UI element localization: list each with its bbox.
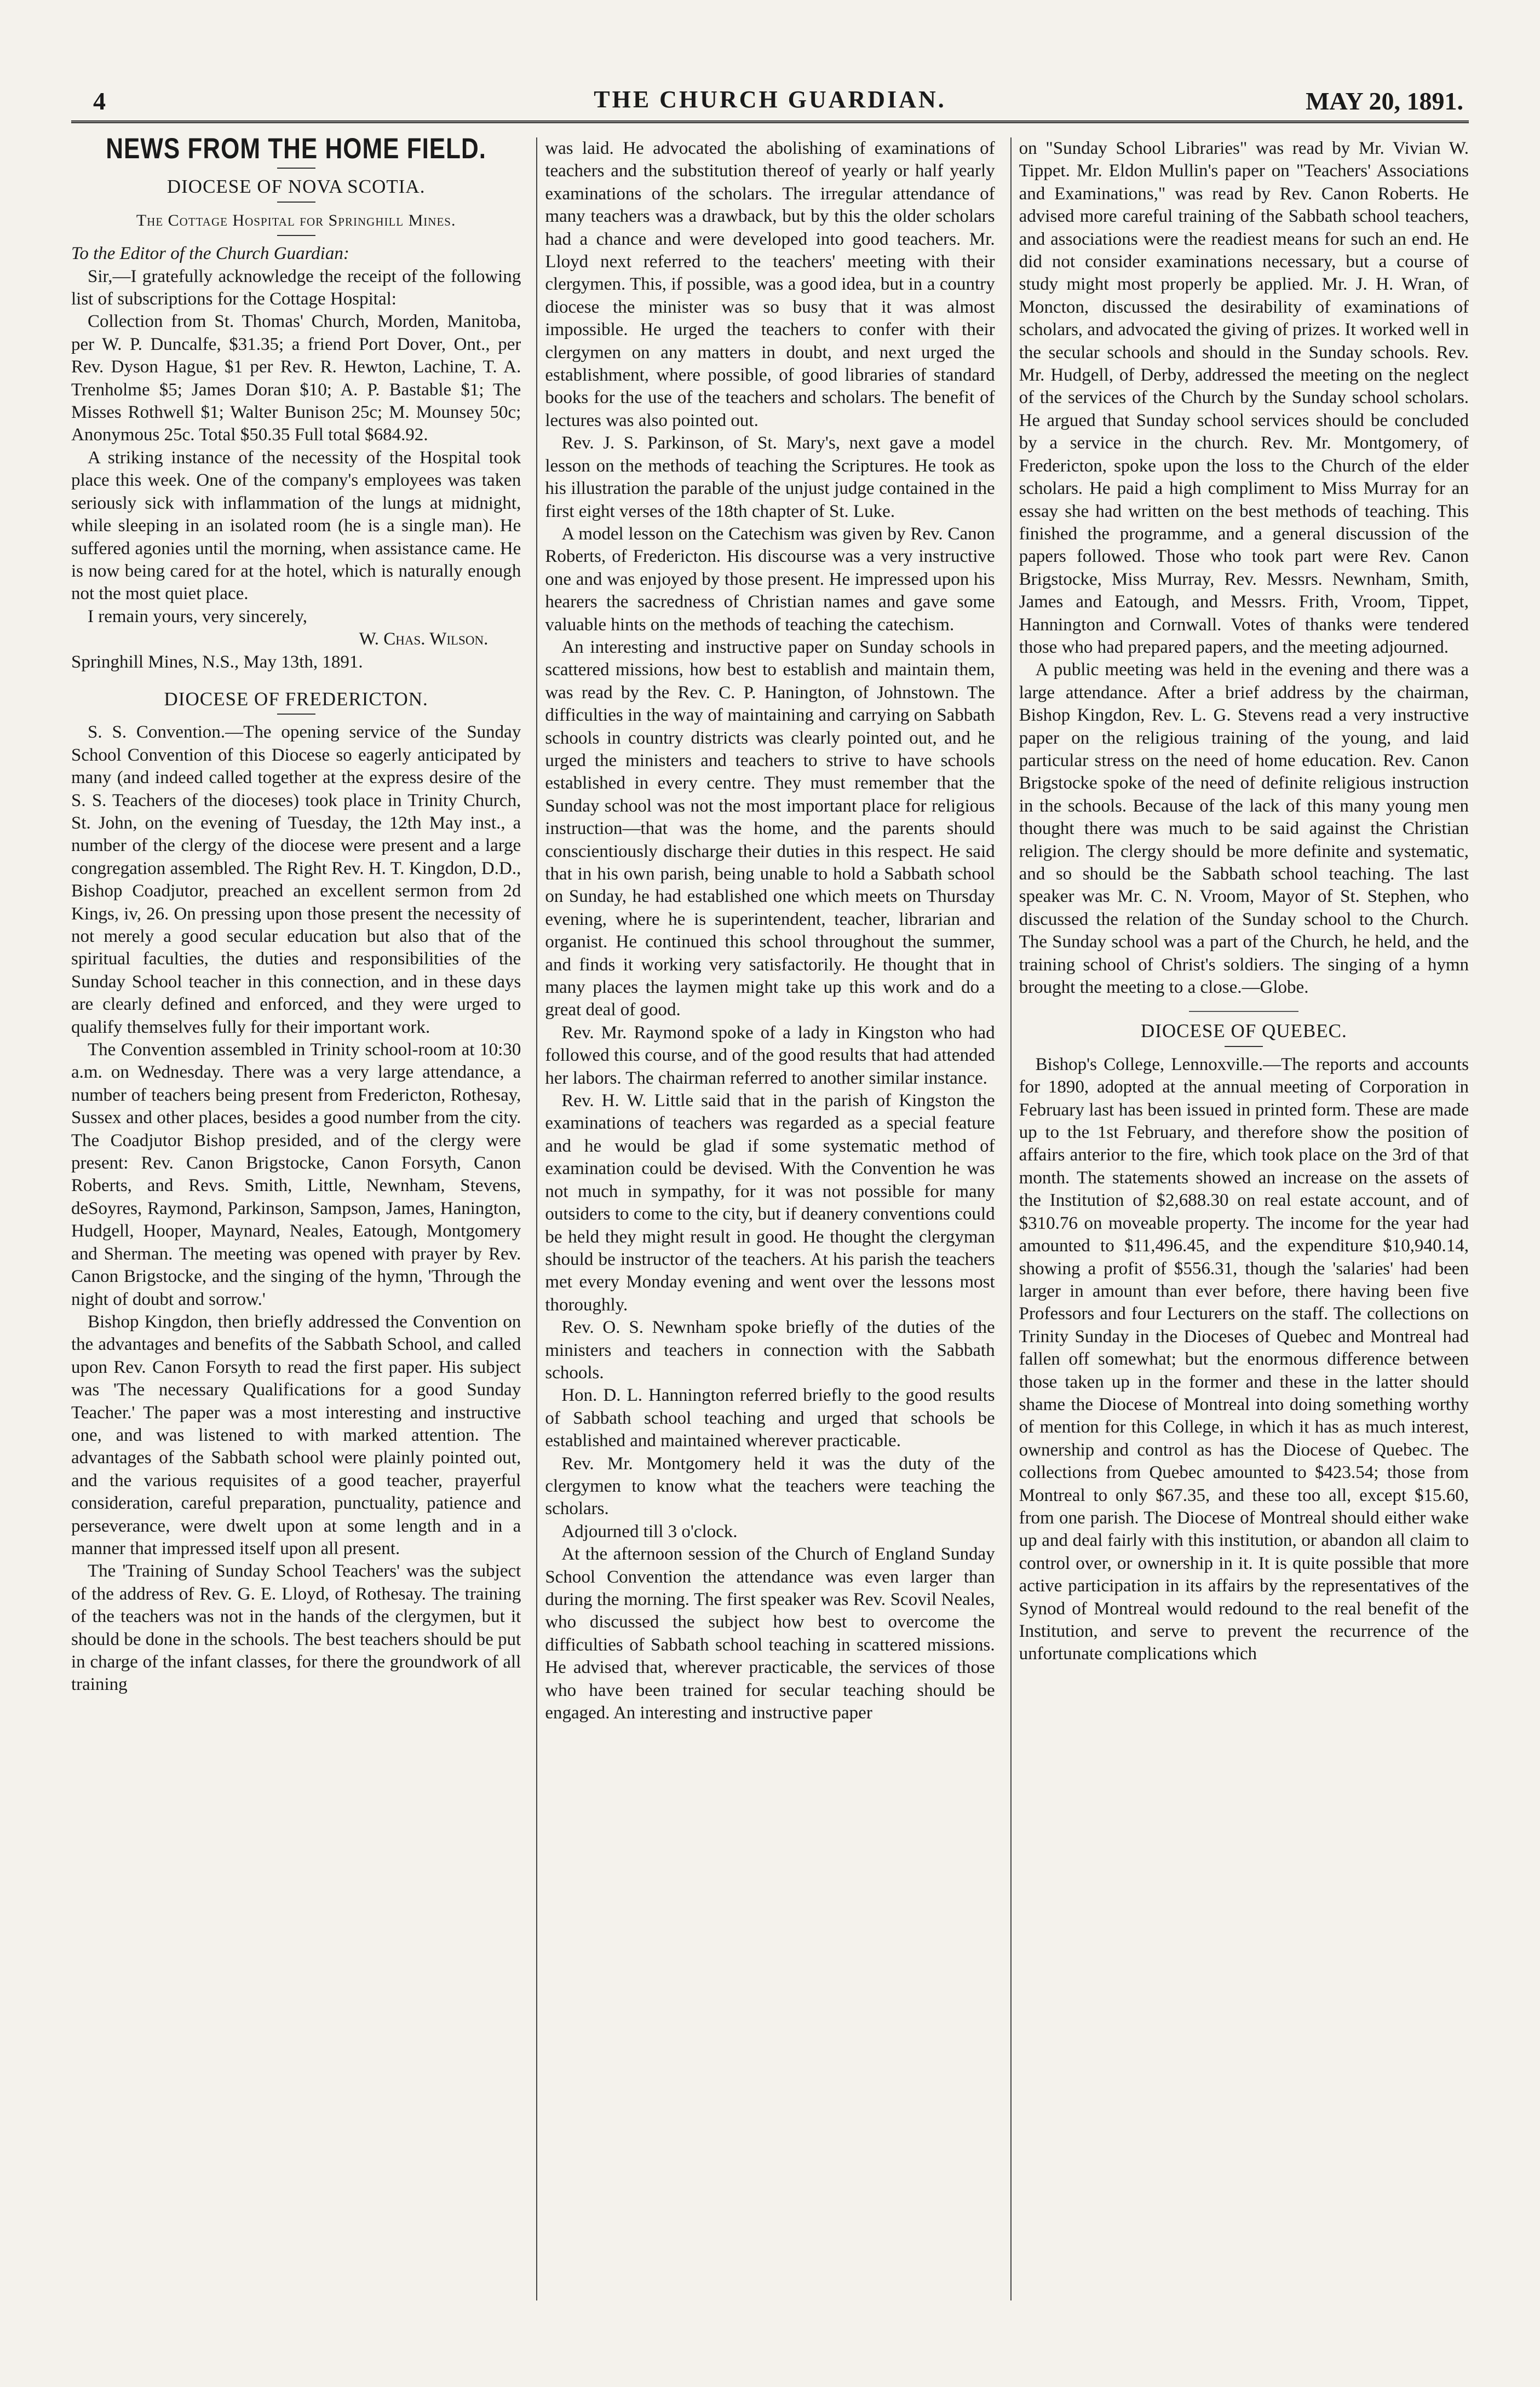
paragraph: Bishop's College, Lennoxville.—The reports and accounts for 1890, adopted at the annual meeting of Corporation in February last has been issued in printed form. These are made up to the 1st February, and therefore show the position of affairs anterior to the fire, which took place on the 3rd of that month. The statements showed an increase on the assets of the Institution of $2,688.30 on real estate account, and of $310.76 on moveable property. The income for the year had amounted to $11,496.45, and the expenditure $10,940.14, showing a profit of $556.31, though the 'salaries' had been larger in amount than ever before, there having been five Professors and four Lecturers on the staff. The collections on Trinity Sunday in the Dioceses of Quebec and Montreal had fallen off somewhat; but the enormous difference between those taken up in the former and these in the latter should shame the Diocese of Montreal into doing something worthy of mention for this College, in which it has as much interest, ownership and control as has the Diocese of Quebec. The collections from Quebec amounted to $423.54; those from Montreal to only $67.35, and these too all, except $15.60, from one parish. The Diocese of Montreal should either wake up and deal fairly with this institution, or abandon all claim to control over, or ownership in it. It is quite possible that more active participation in its affairs by the representatives of the Synod of Montreal would redound to the real benefit of the Institution, and serve to prevent the recurrence of the unfortunate complications which [1019,1054,1469,1664]
column-3 [1010,137,1469,2300]
column-2 [536,137,995,2300]
paragraph: An interesting and instructive paper on Sunday schools in scattered missions, how best to establish and maintain them, was read by the Rev. C. P. Hanington, of Johnstown. The difficulties in the way of maintaining and carrying on Sabbath schools in country districts was clearly pointed out, and he urged the ministers and teachers to strive to have schools established in every centre. They must remember that the Sunday school was not the most important place for religious instruction—that was the home, and the parents should conscientiously discharge their duties in this respect. He said that in his own parish, being unable to hold a Sabbath school on Sunday, he had established one which meets on Thursday evening, where he is superintendent, teacher, librarian and organist. He continued this school throughout the summer, and finds it working very satisfactorily. He thought that in many places the laymen might take up this work and do a great deal of good. [545,637,995,1020]
paragraph: Hon. D. L. Hannington referred briefly to the good results of Sabbath school teaching and urged that schools be established and maintained wherever practicable. [545,1385,995,1451]
divider [277,235,315,236]
divider [1225,1046,1263,1047]
dateline: Springhill Mines, N.S., May 13th, 1891. [71,652,363,672]
paragraph: Rev. H. W. Little said that in the parish of Kingston the examinations of teachers was regarded as a special feature and he would be glad if some systematic method of examination could be devised. With the Convention he was not much in sympathy, for it was not possible for many outsiders to come to the city, but if deanery conventions could be held they might result in good. He thought the clergyman should be instructor of the teachers. At his parish the teachers met every Monday evening and went over the lessons most thoroughly. [545,1091,995,1315]
salutation: To the Editor of the Church Guardian: [71,244,349,264]
divider [277,202,315,203]
diocese-heading-quebec: DIOCESE OF QUEBEC. [1140,1020,1347,1042]
paragraph: S. S. Convention.—The opening service of the Sunday School Convention of this Diocese so eagerly anticipated by many (and indeed called together at the express desire of the S. S. Teachers of the dioceses) took place in Trinity Church, St. John, on the evening of Tuesday, the 12th May inst., a number of the clergy of the diocese were present and a large congregation assembled. The Right Rev. H. T. Kingdon, D.D., Bishop Coadjutor, preached an excellent sermon from 2d Kings, iv, 26. On pressing upon those present the necessity of not merely a good secular education but also that of the spiritual faculties, the duties and responsibilities of the Sunday School teacher in this connection, and in these days are clearly defined and enforced, and they were urged to qualify themselves fully for their important work. [71,722,521,1037]
columns [71,137,1469,2300]
divider [1189,1011,1298,1012]
paragraph: A striking instance of the necessity of the Hospital took place this week. One of the company's employees was taken seriously sick with inflammation of the lungs at midnight, while sleeping in an isolated room (he is a single man). He suffered agonies until the morning, when assistance came. He is now being cared for at the hotel, which is naturally enough not the most quiet place. [71,447,521,604]
diocese-heading-nova-scotia: DIOCESE OF NOVA SCOTIA. [166,176,426,198]
masthead [71,82,1469,123]
paragraph: Adjourned till 3 o'clock. [561,1521,738,1542]
paragraph: The Convention assembled in Trinity school-room at 10:30 a.m. on Wednesday. There was a very large attendance, a number of teachers being present from Fredericton, Rothesay, Sussex and other places, besides a good number from the city. The Coadjutor Bishop presided, and of the clergy were present: Rev. Canon Brigstocke, Canon Forsyth, Canon Roberts, and Revs. Smith, Little, Newnham, Stevens, deSoyres, Raymond, Parkinson, Sampson, James, Hanington, Hudgell, Hooper, Maynard, Neales, Eatough, Montgomery and Sherman. The meeting was opened with prayer by Rev. Canon Brigstocke, and the singing of the hymn, 'Through the night of doubt and sorrow.' [71,1040,521,1309]
paragraph: The 'Training of Sunday School Teachers' was the subject of the address of Rev. G. E. Lloyd, of Rothesay. The training of the teachers was not in the hands of the clergymen, but it should be done in the schools. The best teachers should be put in charge of the infant classes, for there the groundwork of all training [71,1561,521,1695]
paper-name: THE CHURCH GUARDIAN. [594,86,946,113]
paragraph: Rev. J. S. Parkinson, of St. Mary's, next gave a model lesson on the methods of teaching the Scriptures. He took as his illustration the parable of the unjust judge contained in the first eight verses of the 18th chapter of St. Luke. [545,433,995,521]
page-number: 4 [93,87,106,115]
paragraph: I remain yours, very sincerely, [88,606,308,626]
signature: W. Chas. Wilson. [359,629,489,649]
article-subheading: The Cottage Hospital for Springhill Mines. [136,211,456,229]
column-1 [71,137,521,2300]
divider [277,168,315,169]
paragraph: A model lesson on the Catechism was given by Rev. Canon Roberts, of Fredericton. His discourse was a very instructive one and was enjoyed by those present. He impressed upon his hearers the sacredness of Christian names and gave some valuable hints on the methods of teaching the catechism. [545,524,995,635]
paragraph: A public meeting was held in the evening and there was a large attendance. After a brief address by the chairman, Bishop Kingdon, Rev. L. G. Stevens read a very instructive paper on the religious training of the young, and laid particular stress on the need of home education. Rev. Canon Brigstocke spoke of the need of definite religious instruction in the schools. Because of the lack of this many young men thought there was much to be said against the Christian religion. The clergy should be more definite and systematic, and so should be the Sabbath school teaching. The last speaker was Mr. C. N. Vroom, Mayor of St. Stephen, who discussed the relation of the Sunday school to the Church. The Sunday school was a part of the Church, he held, and the training school of Christ's soldiers. The singing of a hymn brought the meeting to a close.—Globe. [1019,660,1469,998]
paragraph: Bishop Kingdon, then briefly addressed the Convention on the advantages and benefits of the Sabbath School, and called upon Rev. Canon Forsyth to read the first paper. His subject was 'The necessary Qualifications for a good Sunday Teacher.' The paper was a most interesting and instructive one, and was listened to with marked attention. The advantages of the Sabbath school were plainly pointed out, and the various requisites of a good teacher, prayerful consideration, careful preparation, punctuality, patience and perseverance, were dwelt upon at some length and in a manner that impressed itself upon all present. [71,1312,521,1558]
paragraph: Rev. Mr. Montgomery held it was the duty of the clergymen to know what the teachers were teaching the scholars. [545,1453,995,1519]
paragraph: Rev. O. S. Newnham spoke briefly of the duties of the ministers and teachers in connection with the Sabbath schools. [545,1318,995,1383]
issue-date: MAY 20, 1891. [1306,87,1463,115]
paragraph: Rev. Mr. Raymond spoke of a lady in Kingston who had followed this course, and of the good results that had attended her labors. The chairman referred to another similar instance. [545,1022,995,1088]
paragraph: Collection from St. Thomas' Church, Morden, Manitoba, per W. P. Duncalfe, $31.35; a friend Port Dover, Ont., per Rev. Dyson Hague, $1 per Rev. R. Hewton, Lachine, T. A. Trenholme $5; James Doran $10; A. P. Bastable $1; The Misses Rothwell $1; Walter Bunison 25c; M. Mounsey 50c; Anonymous 25c. Total $50.35 Full total $684.92. [71,312,521,445]
paragraph: At the afternoon session of the Church of England Sunday School Convention the attendance was even larger than during the morning. The first speaker was Rev. Scovil Neales, who discussed the subject how best to overcome the difficulties of Sabbath school teaching in scattered missions. He advised that, wherever practicable, the services of those who have been trained for secular teaching should be engaged. An interesting and instructive paper [545,1544,995,1723]
paragraph: on "Sunday School Libraries" was read by Mr. Vivian W. Tippet. Mr. Eldon Mullin's paper on "Teachers' Associations and Examinations," was read by Rev. Canon Roberts. He advised more careful training of the Sabbath school teachers, and associations were the readiest means for such an end. He did not consider examinations necessary, but a course of study might most properly be applied. Mr. J. H. Wran, of Moncton, discussed the desirability of examinations of scholars, and advocated the giving of prizes. It worked well in the secular schools and should in the Sunday schools. Rev. Mr. Hudgell, of Derby, addressed the meeting on the neglect of the services of the Church by the Sunday school scholars. He argued that Sunday school services should be concluded by a service in the church. Rev. Mr. Montgomery, of Fredericton, spoke upon the loss to the Church of the elder scholars. He paid a high compliment to Miss Murray for an essay she had written on the best methods of teaching. This finished the programme, and a general discussion of the papers followed. Those who took part were Rev. Canon Brigstocke, Miss Murray, Rev. Messrs. Newnham, Smith, James and Eatough, and Messrs. Frith, Vroom, Tippet, Hannington and Cornwall. Votes of thanks were tendered those who had prepared papers, and the meeting adjourned. [1019,139,1469,657]
paragraph: Sir,—I gratefully acknowledge the receipt of the following list of subscriptions for the Cottage Hospital: [71,266,521,309]
paragraph: was laid. He advocated the abolishing of examinations of teachers and the substitution thereof of yearly or half yearly examinations of the scholars. The irregular attendance of many teachers was a drawback, but by this the older scholars had a chance and were developed into good teachers. Mr. Lloyd next referred to the teachers' meeting with their clergymen. This, if possible, was a good idea, but in a country diocese the minister was so busy that it was almost impossible. He urged the teachers to confer with their clergymen on any matters in doubt, and next urged the establishment, where possible, of good libraries of standard books for the use of the teachers and scholars. The benefit of lectures was also pointed out. [545,139,995,430]
divider [277,714,315,715]
diocese-heading-fredericton: DIOCESE OF FREDERICTON. [164,688,428,710]
section-heading: NEWS FROM THE HOME FIELD. [106,137,487,165]
